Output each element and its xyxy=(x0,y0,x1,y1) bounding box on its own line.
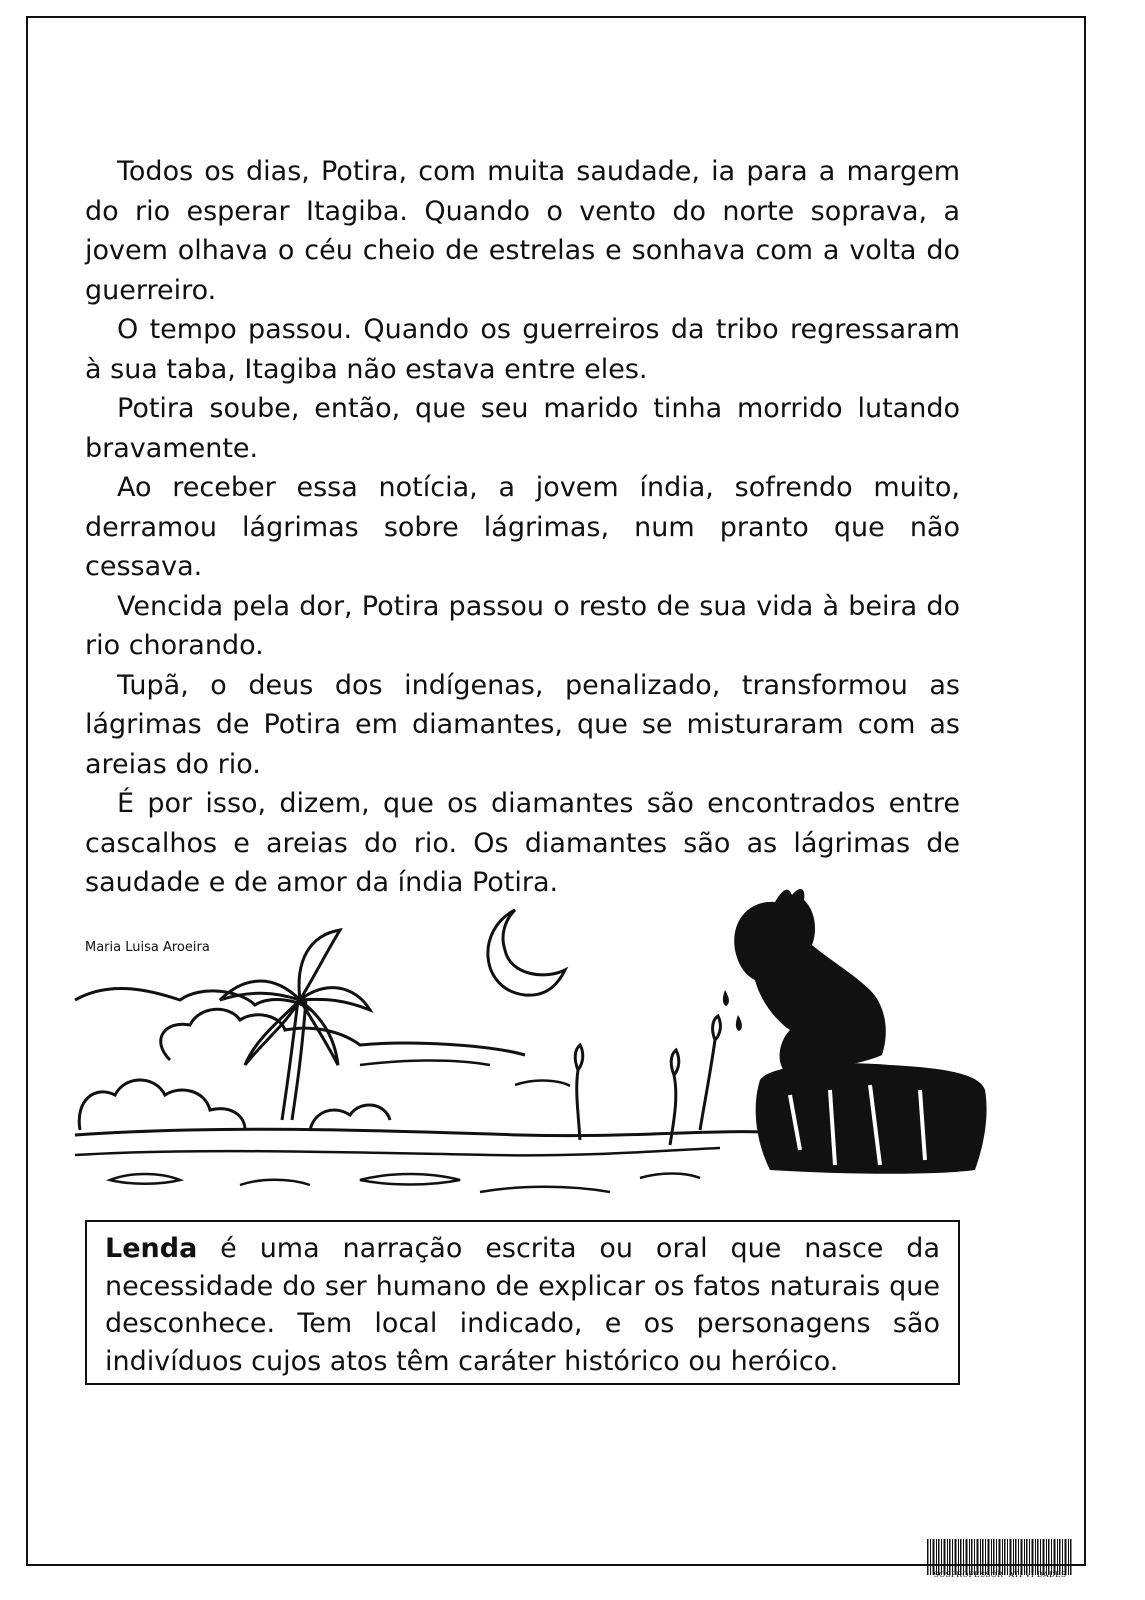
river-ripple xyxy=(480,1187,610,1192)
story-paragraph: Tupã, o deus dos indígenas, penalizado, transformou as lágrimas de Potira em diamantes, que se misturaram com as areias do rio. xyxy=(85,669,960,780)
tear-drop xyxy=(723,990,729,1006)
story-paragraph: Vencida pela dor, Potira passou o resto de sua vida à beira do rio chorando. xyxy=(85,590,960,661)
definition-box xyxy=(85,1220,960,1385)
reed xyxy=(575,1045,583,1140)
story-paragraph: O tempo passou. Quando os guerreiros da tribo regressaram à sua taba, Itagiba não estava entre eles. xyxy=(85,314,960,385)
river-scene-illustration xyxy=(70,880,995,1205)
story-text xyxy=(85,152,960,903)
reed xyxy=(670,1050,679,1145)
riverbank-line xyxy=(75,1129,770,1135)
river-ripple xyxy=(110,1174,180,1184)
reed xyxy=(700,1016,720,1130)
cloud-outline xyxy=(515,1081,570,1086)
river-ripple xyxy=(240,1180,310,1185)
palm-leaf xyxy=(220,981,300,1000)
story-paragraph: Potira soube, então, que seu marido tinha morrido lutando bravamente. xyxy=(85,393,960,464)
definition-term: Lenda xyxy=(105,1233,198,1264)
bush-outline xyxy=(79,1080,245,1130)
cloud-outline xyxy=(360,1060,490,1065)
cloud-outline xyxy=(161,1009,525,1060)
tear-drop xyxy=(736,1015,742,1031)
river-ripple xyxy=(360,1174,460,1185)
barcode-caption: SOSPROFESSOR- ATI VI DADES xyxy=(933,1570,1067,1579)
definition-text: é uma narração escrita ou oral que nasce da necessidade do ser humano de explicar os fatos naturais que desconhece. Tem local indicado, e os personagens são indivíduos cujos atos têm caráter histórico ou heróico. xyxy=(105,1233,940,1377)
river-ripple xyxy=(640,1174,700,1179)
story-paragraph: Todos os dias, Potira, com muita saudade, ia para a margem do rio esperar Itagiba. Quando o vento do norte soprava, a jovem olhava o céu cheio de estrelas e sonhava com a volta do guerreiro. xyxy=(85,156,960,306)
story-paragraph: É por isso, dizem, que os diamantes são encontrados entre cascalhos e areias do rio. Os diamantes são as lágrimas de saudade e de amor da índia Potira. xyxy=(85,788,960,898)
rock xyxy=(756,1063,987,1174)
story-paragraph: Ao receber essa notícia, a jovem índia, sofrendo muito, derramou lágrimas sobre lágrimas, num pranto que não cessava. xyxy=(85,472,960,582)
potira-silhouette xyxy=(734,889,886,1072)
palm-leaf xyxy=(300,988,370,1010)
riverbank-line xyxy=(75,1148,720,1155)
cloud-outline xyxy=(75,988,310,1010)
bush-outline xyxy=(310,1105,390,1130)
moon-icon xyxy=(488,910,565,995)
author-credit: Maria Luisa Aroeira xyxy=(85,940,210,955)
